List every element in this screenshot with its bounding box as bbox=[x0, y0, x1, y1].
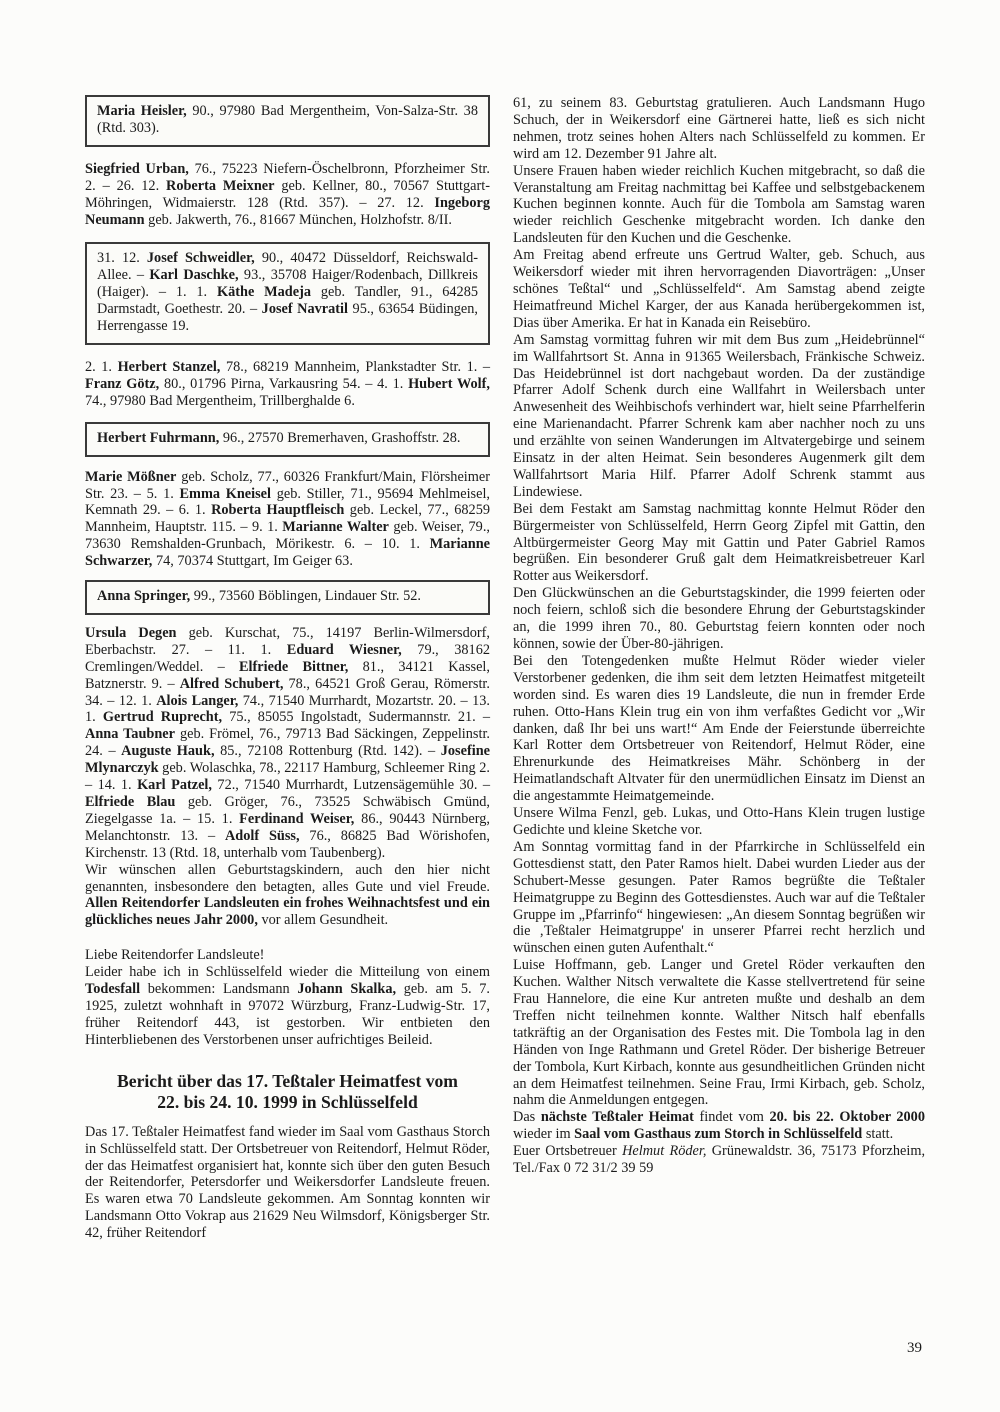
report-paragraph: Unsere Frauen haben wieder reichlich Kuchen mitgebracht, so daß die Veranstaltung am Freitag nachmittag bei Kaffee und selbstgebackenem Kuchen beginnen konnte. Auch für die Tombola am Samstag waren wieder reichlich Geschenke mitgebracht worden. Ich danke den Landsleuten für den Kuchen und die Geschenke. bbox=[513, 162, 925, 247]
boxed-entry-text: 31. 12. Josef Schweidler, 90., 40472 Düsseldorf, Reichswald-Allee. – Karl Daschke, 93., 35708 Haiger/Rodenbach, Dillkreis (Haiger). – 1. 1. Käthe Madeja geb. Tandler, 91., 64285 Darmstadt, Goethestr. 20. – Josef Navratil 95., 63654 Büdingen, Herrengasse 19. bbox=[97, 250, 479, 335]
birthday-paragraph: Marie Mößner geb. Scholz, 77., 60326 Frankfurt/Main, Flörsheimer Str. 23. – 5. 1. Emma Kneisel geb. Stiller, 71., 95694 Mehlmeisel, Kemnath 29. – 6. 1. Roberta Hauptfleisch geb. Leckel, 77., 68259 Mannheim, Hauptstr. 115. – 9. 1. Marianne Walter geb. Weiser, 79., 73630 Remshalden-Grunbach, Mörikestr. 6. – 10. 1. Marianne Schwarzer, 74, 70374 Stuttgart, Im Geiger 63. bbox=[85, 468, 491, 570]
report-paragraph: Bei dem Festakt am Samstag nachmittag konnte Helmut Röder den Bürgermeister von Schlüsselfeld, Herrn Georg Zipfel mit Gattin, den Altbürgermeister Georg May mit Gattin und Pater Gabriel Ramos begrüßen. Ein besonderer Gruß galt dem Heimatkreisbetreuer Karl Rotter aus Weikersdorf. bbox=[513, 500, 925, 585]
announcement-paragraph: Das nächste Teßtaler Heimat findet vom 20. bis 22. Oktober 2000 wieder im Saal vom Gasthaus zum Storch in Schlüsselfeld statt. bbox=[513, 1109, 925, 1143]
report-paragraph: Den Glückwünschen an die Geburtstagskinder, die 1999 feierten oder noch feiern, schloß sich die besondere Ehrung der Geburtstagskinder an, die 1999 ihren 70., 80. Geburtstag feiern konnten oder noch können, sowie der Über-80-jährigen. bbox=[513, 585, 925, 652]
birthday-paragraph: Ursula Degen geb. Kurschat, 75., 14197 Berlin-Wilmersdorf, Eberbachstr. 27. – 11. 1. Eduard Wiesner, 79., 38162 Cremlingen/Weddel. – Elfriede Bittner, 81., 34121 Kassel, Batznerstr. 9. – Alfred Schubert, 78., 64521 Groß Gerau, Römerstr. 34. – 12. 1. Alois Langer, 74., 71540 Murrhardt, Mozartstr. 20. – 13. 1. Gertrud Ruprecht, 75., 85055 Ingolstadt, Sudermannstr. 21. – Anna Taubner geb. Frömel, 76., 79713 Bad Säckingen, Zeppelinstr. 24. – Auguste Hauk, 85., 72108 Rottenburg (Rtd. 142). – Josefine Mlynarczyk geb. Wolaschka, 78., 22117 Hamburg, Schleemer Ring 2. – 14. 1. Karl Patzel, 72., 71540 Murrhardt, Lutzensägemühle 30. – Elfriede Blau geb. Gröger, 76., 73525 Schwäbisch Gmünd, Ziegelgasse 1a. – 15. 1. Ferdinand Weiser, 86., 90443 Nürnberg, Melanchtonstr. 13. – Adolf Süss, 76., 86825 Bad Wörishofen, Kirchenstr. 13 (Rtd. 18, unterhalb vom Taubenberg). bbox=[85, 624, 491, 861]
report-paragraph: Bei den Totengedenken mußte Helmut Röder wieder vieler Verstorbener gedenken, die ihm seit dem letzten Heimatfest mitgeteilt worden sind. Es waren dies 19 Landsleute, die nun in fremder Erde ruhen. Otto-Hans Klein trug ein von ihm verfaßtes Gedicht vor „Wir danken, daß Ihr bei uns wart!“ Am Ende der Feierstunde überreichte Karl Rotter dem Ortsbetreuer von Reitendorf, Helmut Röder, eine Ehrenurkunde des Heimatkreises Mähr. Schönberg in der Heimatlandschaft Altvater für den unermüdlichen Einsatz im Dienst an die angestammte Heimatgemeinde. bbox=[513, 652, 925, 805]
report-paragraph: Am Freitag abend erfreute uns Gertrud Walter, geb. Schuch, aus Weikersdorf wieder mit ihren hervorragenden Diavorträgen: „Unser schönes Teßtal“ und „Schlüsselfeld“. Am Samstag abend zeigte Heimatfreund Michel Karger, der aus Kanada herübergekommen ist, Dias über Amerika. Er hat in Kanada ein Reisebüro. bbox=[513, 247, 925, 331]
birthday-wishes-paragraph: Wir wünschen allen Geburtstagskindern, auch den hier nicht genannten, insbesondere den betagten, alles Gute und viel Freude. Allen Reitendorfer Landsleuten ein frohes Weihnachtsfest und ein glückliches neues Jahr 2000, vor allem Gesundheit. bbox=[85, 861, 490, 929]
boxed-birthday-entry bbox=[85, 422, 490, 457]
contact-paragraph: Euer Ortsbetreuer Helmut Röder, Grünewaldstr. 36, 75173 Pforzheim, Tel./Fax 0 72 31/2 39 59 bbox=[513, 1143, 926, 1177]
page-number: 39 bbox=[907, 1340, 922, 1356]
report-paragraph: Am Sonntag vormittag fand in der Pfarrkirche in Schlüsselfeld ein Gottesdienst statt, den Pater Ramos hielt. Dabei wurden Lieder aus der Schubert-Messe gesungen. Pater Ramos begrüßte die Teßtaler Heimatgruppe zu Beginn des Gottesdienstes. Auch war auf die Teßtaler Gruppe im „Pfarrinfo“ hingewiesen: „An diesem Sonntag begrüßen wir die ‚Teßtaler Heimatgruppe' in unserer Pfarrei recht herzlich und wünschen einen guten Aufenthalt.“ bbox=[513, 838, 925, 957]
boxed-entry-text: Anna Springer, 99., 73560 Böblingen, Lindauer Str. 52. bbox=[97, 588, 421, 605]
obituary-paragraph: Leider habe ich in Schlüsselfeld wieder die Mitteilung von einem Todesfall bekommen: Landsmann Johann Skalka, geb. am 5. 7. 1925, zuletzt wohnhaft in 97072 Würzburg, Franz-Ludwig-Str. 17, früher Reitendorf 443, ist gestorben. Wir entbieten den Hinterbliebenen des Verstorbenen unser aufrichtiges Beileid. bbox=[85, 964, 490, 1048]
heading-line-2: 22. bis 24. 10. 1999 in Schlüsselfeld bbox=[157, 1092, 418, 1113]
boxed-birthday-entry bbox=[85, 580, 490, 615]
report-paragraph: 61, zu seinem 83. Geburtstag gratulieren. Auch Landsmann Hugo Schuch, der in Weikersdorf eine Gärtnerei hatte, ließ es sich nicht nehmen, trotz seines hohen Alters nach Schlüsselfeld zu kommen. Er wird am 12. Dezember 91 Jahre alt. bbox=[513, 95, 925, 162]
heading-line-1: Bericht über das 17. Teßtaler Heimatfest vom bbox=[117, 1070, 458, 1091]
boxed-birthday-entry bbox=[85, 95, 490, 147]
two-column-layout bbox=[85, 95, 925, 1242]
birthday-paragraph: Siegfried Urban, 76., 75223 Niefern-Öschelbronn, Pforzheimer Str. 2. – 26. 12. Roberta Meixner geb. Kellner, 80., 70567 Stuttgart-Möhringen, Widmaierstr. 128 (Rtd. 357). – 27. 12. Ingeborg Neumann geb. Jakwerth, 76., 81667 München, Holzhofstr. 8/II. bbox=[85, 160, 490, 228]
boxed-entry-text: Maria Heisler, 90., 97980 Bad Mergentheim, Von-Salza-Str. 38 (Rtd. 303). bbox=[97, 103, 478, 136]
boxed-birthday-entry bbox=[85, 242, 490, 345]
report-paragraph: Unsere Wilma Fenzl, geb. Lukas, und Otto-Hans Klein trugen lustige Gedichte und kleine Sketche vor. bbox=[513, 805, 925, 838]
birthday-paragraph: 2. 1. Herbert Stanzel, 78., 68219 Mannheim, Plankstadter Str. 1. – Franz Götz, 80., 01796 Pirna, Varkausring 54. – 4. 1. Hubert Wolf, 74., 97980 Bad Mergentheim, Trillberghalde 6. bbox=[85, 358, 490, 409]
salutation-line: Liebe Reitendorfer Landsleute! bbox=[85, 947, 265, 964]
report-paragraph: Luise Hoffmann, geb. Langer und Gretel Röder verkauften den Kuchen. Walther Nitsch verwaltete die Kasse stellvertretend für seine Frau Hannelore, die eine Kur antreten mußte und deshalb an dem Treffen nicht teilnehmen konnte. Walther Nitsch half ebenfalls tatkräftig an der Organisation des Festes mit. Die Tombola lag in den Händen von Inge Rathmann und Gretel Röder. Der bisherige Betreuer der Tombola, Kurt Kirbach, konnte aus gesundheitlichen Gründen nicht an dem Heimatfest teilnehmen. Seine Frau, Irmi Kirbach, geb. Scholz, nahm die Anmeldungen entgegen. bbox=[513, 957, 925, 1109]
right-column bbox=[513, 95, 925, 1242]
left-column bbox=[85, 95, 490, 1242]
section-heading bbox=[85, 1071, 490, 1114]
boxed-entry-text: Herbert Fuhrmann, 96., 27570 Bremerhaven, Grashoffstr. 28. bbox=[97, 429, 461, 446]
report-paragraph: Das 17. Teßtaler Heimatfest fand wieder im Saal vom Gasthaus Storch in Schlüsselfeld statt. Der Ortsbetreuer von Reitendorf, Helmut Röder, der das Heimatfest organisiert hat, konnte sich über den guten Besuch der Reitendorfer, Petersdorfer und Weikersdorfer Landsleute freuen. Es waren etwa 70 Landsleute gekommen. Am Sonntag konnten wir Landsmann Otto Vokrap aus 21629 Neu Wilmsdorf, Königsberger Str. 42, früher Reitendorf bbox=[85, 1123, 490, 1242]
report-paragraph: Am Samstag vormittag fuhren wir mit dem Bus zum „Heidebrünnel“ im Wallfahrtsort St. Anna in 91365 Weilersbach, Fränkische Schweiz. Das Heidebrünnel ist dort nachgebaut worden. Da der zuständige Pfarrer Adolf Schenk durch eine Wallfahrt in Weilersbach unter Anwesenheit des Weihbischofs verhindert war, hielt seine Pfarrhelferin eine Marienandacht. Pfarrer Schrenk kam aber nachher noch zu uns und erzählte von seinen Wanderungen im Altvatergebirge und seinem Einsatz in der alten Heimat. Sein besonderes Augenmerk gilt dem Wallfahrtsort Maria Hilf. Pfarrer Adolf Schrenk stammt aus Lindewiese. bbox=[513, 331, 925, 500]
